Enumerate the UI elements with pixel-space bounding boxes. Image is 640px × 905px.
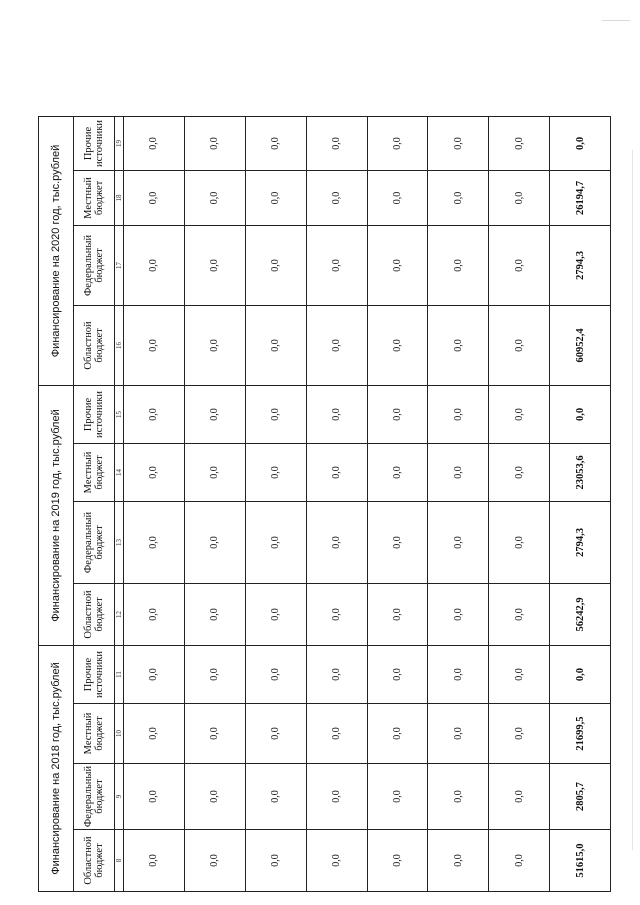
total-cell: 0,0 (550, 116, 611, 170)
table-cell: 0,0 (245, 764, 306, 830)
table-cell: 0,0 (306, 704, 367, 764)
table-cell: 0,0 (124, 830, 185, 892)
table-cell: 0,0 (184, 116, 245, 170)
table-cell: 0,0 (306, 443, 367, 501)
column-number: 10 (115, 704, 124, 764)
table-cell: 0,0 (124, 170, 185, 225)
table-cell: 0,0 (489, 583, 550, 645)
group-header-row (39, 116, 74, 891)
table-cell: 0,0 (124, 305, 185, 385)
total-cell: 2794,3 (550, 225, 611, 305)
column-number: 11 (115, 645, 124, 703)
table-cell: 0,0 (489, 704, 550, 764)
table-cell: 0,0 (184, 225, 245, 305)
table-cell: 0,0 (124, 501, 185, 583)
table-cell: 0,0 (245, 225, 306, 305)
table-cell: 0,0 (184, 305, 245, 385)
table-cell: 0,0 (124, 225, 185, 305)
column-header: Прочие источники (74, 645, 115, 703)
total-cell: 0,0 (550, 645, 611, 703)
table-cell: 0,0 (306, 170, 367, 225)
table-cell: 0,0 (245, 645, 306, 703)
table-cell: 0,0 (489, 305, 550, 385)
table-cell: 0,0 (489, 501, 550, 583)
table-cell: 0,0 (124, 443, 185, 501)
table-cell: 0,0 (428, 385, 489, 443)
table-cell: 0,0 (184, 645, 245, 703)
table-cell: 0,0 (245, 443, 306, 501)
column-number-row (115, 116, 124, 891)
table-cell: 0,0 (428, 225, 489, 305)
table-cell: 0,0 (245, 116, 306, 170)
table-row (489, 116, 550, 891)
column-number: 13 (115, 501, 124, 583)
column-header: Прочие источники (74, 385, 115, 443)
table-cell: 0,0 (428, 764, 489, 830)
table-cell: 0,0 (489, 764, 550, 830)
table-cell: 0,0 (245, 830, 306, 892)
table-cell: 0,0 (184, 501, 245, 583)
table-cell: 0,0 (428, 443, 489, 501)
group-header-2018: Финансирование на 2018 год, тыс.рублей (39, 645, 74, 891)
column-number: 9 (115, 764, 124, 830)
table-cell: 0,0 (245, 385, 306, 443)
column-header: Прочие источники (74, 116, 115, 170)
table-row (367, 116, 428, 891)
table-cell: 0,0 (367, 443, 428, 501)
table-cell: 0,0 (184, 443, 245, 501)
column-header: Местный бюджет (74, 443, 115, 501)
column-number: 19 (115, 116, 124, 170)
table-cell: 0,0 (306, 305, 367, 385)
table-cell: 0,0 (306, 830, 367, 892)
table-cell: 0,0 (245, 305, 306, 385)
subheader-row (74, 116, 115, 891)
table-cell: 0,0 (124, 764, 185, 830)
table-cell: 0,0 (489, 830, 550, 892)
column-header: Федеральный бюджет (74, 764, 115, 830)
table-cell: 0,0 (306, 764, 367, 830)
total-cell: 23053,6 (550, 443, 611, 501)
table-cell: 0,0 (124, 583, 185, 645)
table-cell: 0,0 (428, 645, 489, 703)
table-cell: 0,0 (245, 170, 306, 225)
table-cell: 0,0 (367, 583, 428, 645)
column-header: Федеральный бюджет (74, 225, 115, 305)
table-cell: 0,0 (428, 704, 489, 764)
table-cell: 0,0 (306, 385, 367, 443)
rotated-table-container (38, 117, 611, 892)
table-cell: 0,0 (367, 116, 428, 170)
table-cell: 0,0 (428, 116, 489, 170)
column-number: 15 (115, 385, 124, 443)
total-cell: 2794,3 (550, 501, 611, 583)
table-cell: 0,0 (489, 645, 550, 703)
financing-table (38, 116, 611, 892)
column-header: Областной бюджет (74, 830, 115, 892)
table-cell: 0,0 (184, 704, 245, 764)
table-cell: 0,0 (489, 225, 550, 305)
table-cell: 0,0 (367, 704, 428, 764)
table-cell: 0,0 (124, 704, 185, 764)
total-cell: 60952,4 (550, 305, 611, 385)
table-cell: 0,0 (489, 443, 550, 501)
column-number: 14 (115, 443, 124, 501)
column-number: 16 (115, 305, 124, 385)
column-number: 18 (115, 170, 124, 225)
table-cell: 0,0 (124, 645, 185, 703)
total-cell: 0,0 (550, 385, 611, 443)
table-cell: 0,0 (489, 116, 550, 170)
table-cell: 0,0 (306, 116, 367, 170)
total-cell: 51615,0 (550, 830, 611, 892)
table-row (184, 116, 245, 891)
table-row (428, 116, 489, 891)
column-header: Местный бюджет (74, 704, 115, 764)
table-cell: 0,0 (367, 645, 428, 703)
scan-artifact (602, 20, 630, 21)
column-header: Федеральный бюджет (74, 501, 115, 583)
table-cell: 0,0 (245, 583, 306, 645)
column-number: 12 (115, 583, 124, 645)
table-cell: 0,0 (367, 501, 428, 583)
table-cell: 0,0 (124, 116, 185, 170)
scan-edge-line (632, 150, 633, 850)
table-cell: 0,0 (245, 704, 306, 764)
table-cell: 0,0 (184, 830, 245, 892)
table-cell: 0,0 (489, 385, 550, 443)
table-row (245, 116, 306, 891)
column-header: Местный бюджет (74, 170, 115, 225)
table-cell: 0,0 (428, 583, 489, 645)
table-cell: 0,0 (428, 170, 489, 225)
table-cell: 0,0 (306, 645, 367, 703)
table-cell: 0,0 (184, 764, 245, 830)
table-cell: 0,0 (367, 385, 428, 443)
table-cell: 0,0 (428, 305, 489, 385)
table-row (306, 116, 367, 891)
table-cell: 0,0 (367, 305, 428, 385)
table-cell: 0,0 (184, 170, 245, 225)
column-number: 8 (115, 830, 124, 892)
table-cell: 0,0 (184, 583, 245, 645)
table-cell: 0,0 (367, 170, 428, 225)
group-header-2019: Финансирование на 2019 год, тыс.рублей (39, 385, 74, 645)
total-cell: 56242,9 (550, 583, 611, 645)
table-cell: 0,0 (184, 385, 245, 443)
total-row (550, 116, 611, 891)
table-cell: 0,0 (367, 764, 428, 830)
table-cell: 0,0 (124, 385, 185, 443)
table-cell: 0,0 (245, 501, 306, 583)
total-cell: 26194,7 (550, 170, 611, 225)
table-cell: 0,0 (367, 830, 428, 892)
table-cell: 0,0 (306, 583, 367, 645)
table-cell: 0,0 (306, 501, 367, 583)
table-row (124, 116, 185, 891)
table-cell: 0,0 (489, 170, 550, 225)
group-header-2020: Финансирование на 2020 год, тыс.рублей (39, 116, 74, 385)
table-cell: 0,0 (306, 225, 367, 305)
column-header: Областной бюджет (74, 305, 115, 385)
total-cell: 2805,7 (550, 764, 611, 830)
column-number: 17 (115, 225, 124, 305)
table-cell: 0,0 (428, 830, 489, 892)
total-cell: 21699,5 (550, 704, 611, 764)
table-cell: 0,0 (428, 501, 489, 583)
table-cell: 0,0 (367, 225, 428, 305)
column-header: Областной бюджет (74, 583, 115, 645)
